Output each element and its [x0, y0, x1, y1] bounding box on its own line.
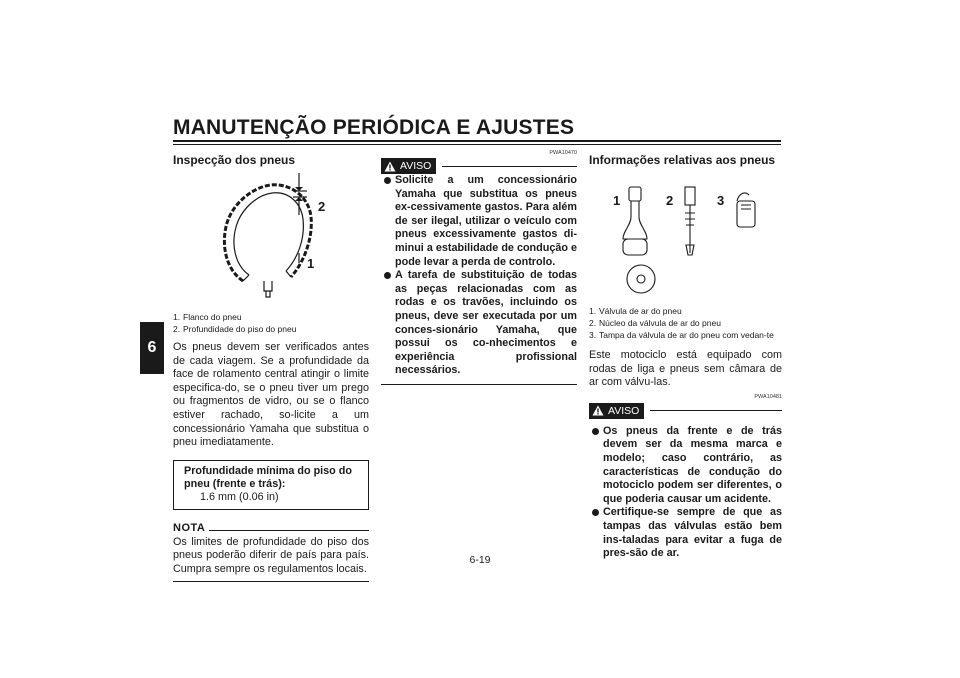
figure-captions	[589, 305, 782, 341]
spec-label: Profundidade mínima do piso do pneu (frente e trás):	[184, 464, 352, 490]
caption-item: 2. Profundidade do piso do pneu	[173, 324, 297, 334]
column-tire-info	[589, 150, 782, 561]
inspection-paragraph: Os pneus devem ser verificados antes de cada viagem. Se a profundidade da face de rolamento central atingir o limite especifica-do, se o pneu tiver um prego ou fragmentos de vidro, ou se o flanco estiver rachado, so-licite a um concessionário Yamaha que substitua o pneu imediatamente.	[173, 341, 369, 449]
warning-item: Solicite a um concessionário Yamaha que substitua os pneus ex-cessivamente gastos. Para além de ser ilegal, utilizar o veículo com pneus excessivamente gastos di-minui a estabilidade de condução e pode levar a perda de controlo.	[381, 174, 577, 269]
warning-end-rule	[381, 384, 577, 385]
chapter-tab: 6	[140, 322, 164, 374]
spec-value: 1.6 mm (0.06 in)	[200, 490, 279, 503]
caption-item: 1. Válvula de ar do pneu	[589, 306, 682, 316]
figure-label-2: 2	[318, 199, 326, 214]
spec-box-min-tread-depth	[173, 460, 369, 510]
note-end-rule	[173, 581, 369, 582]
bullet-icon	[592, 428, 599, 435]
note-text: Os limites de profundidade do piso dos pneus poderão diferir de país para país. Cumpra sempre os regulamentos locais.	[173, 535, 369, 575]
tire-illustration	[173, 173, 369, 305]
figure-captions	[173, 311, 369, 335]
figure-label-1: 1	[613, 193, 621, 208]
warning-triangle-icon	[384, 161, 396, 172]
warning-code: PWA10481	[754, 393, 782, 400]
page-title: MANUTENÇÃO PERIÓDICA E AJUSTES	[173, 116, 575, 139]
figure-label-2: 2	[666, 193, 674, 208]
column-tire-inspection	[173, 150, 369, 582]
warning-item: Certifique-se sempre de que as tampas das válvulas estão bem ins-taladas para evitar a fuga de pres-são de ar.	[589, 506, 782, 560]
warning-badge: AVISO	[589, 403, 644, 419]
section-heading-tire-info: Informações relativas aos pneus	[589, 153, 776, 167]
bullet-icon	[384, 272, 391, 279]
title-rule	[173, 140, 781, 145]
warning-badge: AVISO	[381, 158, 436, 174]
caption-item: 1. Flanco do pneu	[173, 312, 242, 322]
page-number: 6-19	[469, 554, 491, 566]
caption-item: 3. Tampa da válvula de ar do pneu com vedan-te	[589, 330, 774, 340]
note-label: NOTA	[173, 521, 206, 534]
warning-header	[381, 158, 577, 174]
note-header	[173, 522, 369, 534]
warning-list	[589, 425, 782, 561]
bullet-icon	[384, 177, 391, 184]
warning-code: PWA10470	[549, 150, 577, 156]
warning-list	[381, 174, 577, 378]
warning-item: Os pneus da frente e de trás devem ser da mesma marca e modelo; caso contrário, as características de condução do motociclo podem ser diferentes, o que poderia causar um acidente.	[589, 425, 782, 507]
warning-triangle-icon	[592, 405, 604, 416]
tire-cross-section-drawing	[173, 173, 369, 305]
section-heading-tire-inspection: Inspecção dos pneus	[173, 153, 296, 167]
column-warning-replacement	[381, 150, 577, 385]
figure-label-3: 3	[717, 193, 725, 208]
warning-header	[589, 403, 782, 419]
bullet-icon	[592, 509, 599, 516]
valve-paragraph: Este motociclo está equipado com rodas de liga e pneus sem câmara de ar com válvu-las.	[589, 349, 782, 389]
figure-label-1: 1	[307, 256, 315, 271]
valve-illustration	[589, 173, 782, 295]
valve-parts-drawing	[589, 173, 782, 295]
caption-item: 2. Núcleo da válvula de ar do pneu	[589, 318, 721, 328]
warning-item: A tarefa de substituição de todas as peças relacionadas com as rodas e os travões, incluindo os pneus, deve ser executada por um conces-sionário Yamaha, que possui os co-nhecimentos e experiência profissional necessários.	[381, 269, 577, 378]
